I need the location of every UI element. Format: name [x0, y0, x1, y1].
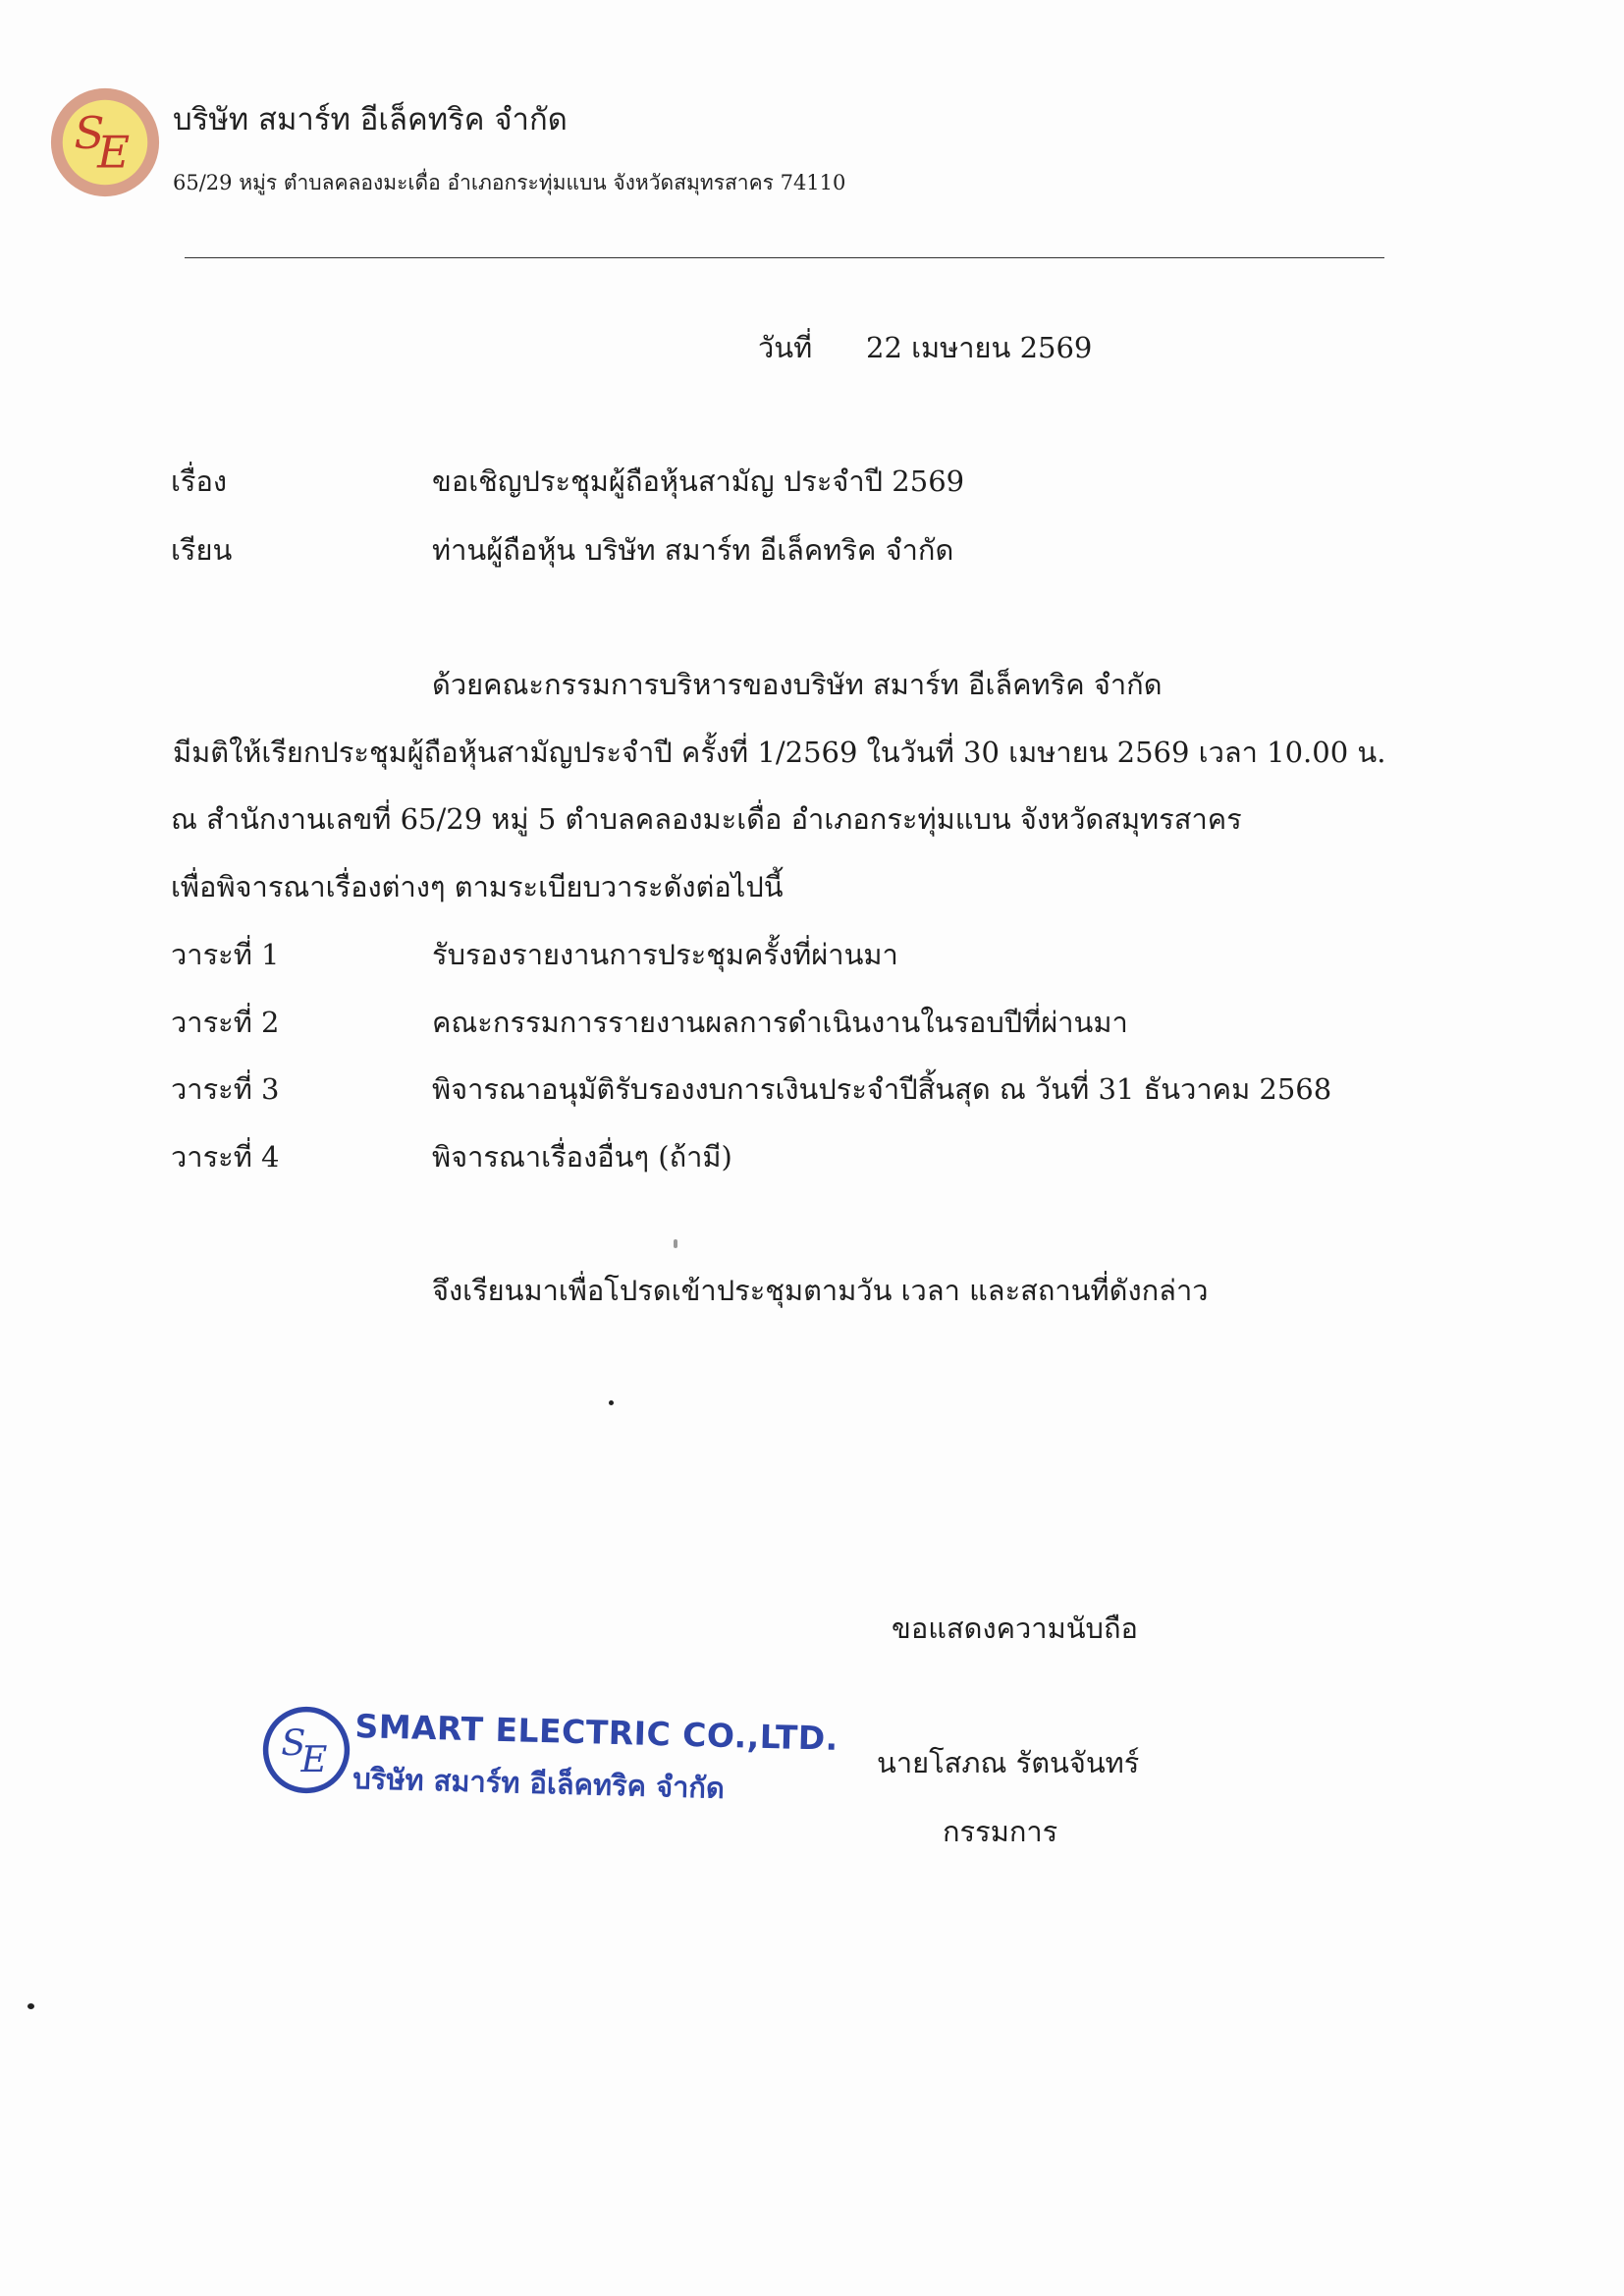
svg-text:S: S [281, 1722, 306, 1765]
stamp-seal-icon [261, 1705, 352, 1795]
body-line: เพื่อพิจารณาเรื่องต่างๆ ตามระเบียบวาระดังต่อไปนี้ [171, 870, 784, 903]
company-name: บริษัท สมาร์ท อีเล็คทริค จำกัด [173, 102, 568, 137]
agenda-label: วาระที่ 1 [171, 938, 280, 971]
stamp-english-name: SMART ELECTRIC CO.,LTD. [353, 1707, 839, 1758]
scan-speck [674, 1239, 677, 1248]
regards: ขอแสดงความนับถือ [892, 1612, 1138, 1645]
recipient-value: ท่านผู้ถือหุ้น บริษัท สมาร์ท อีเล็คทริค จำกัด [432, 533, 954, 567]
svg-text:E: E [97, 126, 131, 179]
date-value: 22 เมษายน 2569 [866, 331, 1093, 364]
company-address: 65/29 หมู่ร ตำบลคลองมะเดื่อ อำเภอกระทุ่มแบน จังหวัดสมุทรสาคร 74110 [173, 171, 846, 194]
closing-line: จึงเรียนมาเพื่อโปรดเข้าประชุมตามวัน เวลา และสถานที่ดังกล่าว [432, 1274, 1209, 1307]
recipient-label: เรียน [171, 533, 233, 567]
letterhead-divider [185, 257, 1384, 258]
agenda-label: วาระที่ 2 [171, 1006, 280, 1039]
date-label: วันที่ [758, 331, 813, 364]
agenda-text: พิจารณาอนุมัติรับรองงบการเงินประจำปีสิ้นสุด ณ วันที่ 31 ธันวาคม 2568 [432, 1072, 1332, 1106]
stamp-thai-name: บริษัท สมาร์ท อีเล็คทริค จำกัด [352, 1761, 726, 1805]
signer-title: กรรมการ [943, 1815, 1058, 1848]
agenda-text: คณะกรรมการรายงานผลการดำเนินงานในรอบปีที่ผ่านมา [432, 1006, 1128, 1039]
agenda-text: รับรองรายงานการประชุมครั้งที่ผ่านมา [432, 938, 898, 971]
body-line: มีมติให้เรียกประชุมผู้ถือหุ้นสามัญประจำปี ครั้งที่ 1/2569 ในวันที่ 30 เมษายน 2569 เวลา 10.00 น. [173, 736, 1386, 769]
svg-text:E: E [300, 1738, 328, 1781]
scan-speck [609, 1400, 614, 1405]
agenda-label: วาระที่ 3 [171, 1072, 280, 1106]
subject-value: ขอเชิญประชุมผู้ถือหุ้นสามัญ ประจำปี 2569 [432, 465, 965, 498]
svg-text:S: S [74, 106, 105, 159]
signer-name: นายโสภณ รัตนจันทร์ [877, 1746, 1140, 1779]
body-line: ณ สำนักงานเลขที่ 65/29 หมู่ 5 ตำบลคลองมะเดื่อ อำเภอกระทุ่มแบน จังหวัดสมุทรสาคร [171, 802, 1242, 836]
body-line: ด้วยคณะกรรมการบริหารของบริษัท สมาร์ท อีเล็คทริค จำกัด [432, 668, 1163, 701]
agenda-label: วาระที่ 4 [171, 1140, 280, 1174]
company-logo-icon [47, 84, 163, 200]
company-stamp [261, 1701, 839, 1809]
scan-speck [27, 2003, 34, 2009]
subject-label: เรื่อง [171, 465, 228, 498]
agenda-text: พิจารณาเรื่องอื่นๆ (ถ้ามี) [432, 1140, 732, 1174]
